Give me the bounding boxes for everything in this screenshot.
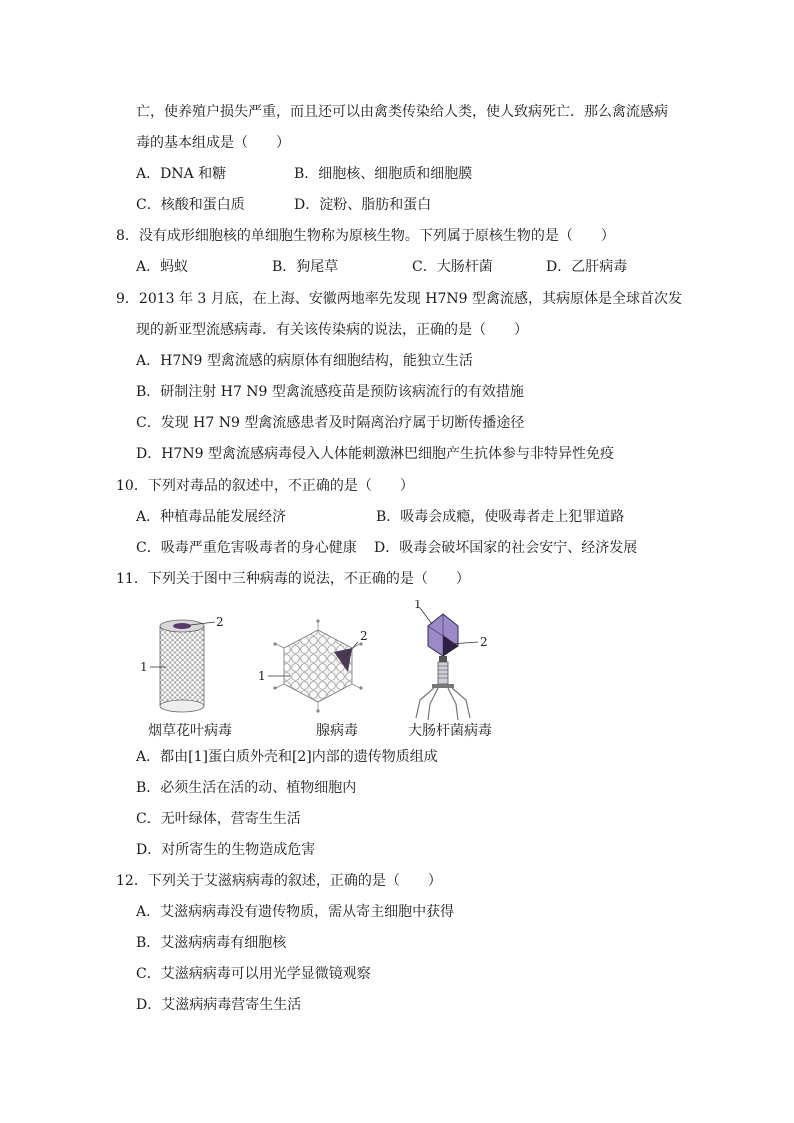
q7-stem-line1: 亡，使养殖户损失严重，而且还可以由禽类传染给人类，使人致病死亡．那么禽流感病 bbox=[136, 104, 668, 120]
q8-option-c[interactable]: C．大肠杆菌 bbox=[412, 259, 493, 275]
q11-option-b[interactable]: B．必须生活在活的动、植物细胞内 bbox=[136, 780, 357, 796]
q11-stem: 11．下列关于图中三种病毒的说法，不正确的是（ ） bbox=[116, 571, 470, 587]
q9-stem-line1: 9．2013 年 3 月底，在上海、安徽两地率先发现 H7N9 型禽流感，其病原体是全球首次发 bbox=[116, 291, 682, 307]
tmv-label-2: 2 bbox=[216, 615, 224, 629]
phage-label-2: 2 bbox=[480, 635, 488, 649]
q11-option-d[interactable]: D．对所寄生的生物造成危害 bbox=[136, 842, 316, 858]
q8-option-d[interactable]: D．乙肝病毒 bbox=[546, 259, 628, 275]
q10-stem: 10．下列对毒品的叙述中，不正确的是（ ） bbox=[116, 478, 414, 494]
tmv-label-1: 1 bbox=[140, 660, 148, 674]
virus-figure bbox=[120, 600, 540, 745]
adeno-label-1: 1 bbox=[258, 669, 266, 683]
q7-stem-line2: 毒的基本组成是（ ） bbox=[136, 135, 290, 151]
q8-option-b[interactable]: B．狗尾草 bbox=[272, 259, 339, 275]
q10-option-d[interactable]: D．吸毒会破坏国家的社会安宁、经济发展 bbox=[374, 540, 638, 556]
q11-option-a[interactable]: A．都由[1]蛋白质外壳和[2]内部的遗传物质组成 bbox=[136, 749, 438, 765]
adenovirus-drawing bbox=[258, 619, 368, 712]
q7-option-b[interactable]: B．细胞核、细胞质和细胞膜 bbox=[294, 166, 473, 182]
phage-label-1: 1 bbox=[414, 600, 422, 611]
q8-option-a[interactable]: A．蚂蚁 bbox=[136, 259, 189, 275]
tobacco-mosaic-virus-drawing bbox=[140, 615, 224, 712]
bacteriophage-drawing bbox=[414, 600, 488, 720]
adeno-label-2: 2 bbox=[360, 629, 368, 643]
caption-adenovirus: 腺病毒 bbox=[316, 723, 358, 739]
q9-stem-line2: 现的新亚型流感病毒．有关该传染病的说法，正确的是（ ） bbox=[136, 322, 528, 338]
q9-option-a[interactable]: A．H7N9 型禽流感的病原体有细胞结构，能独立生活 bbox=[136, 353, 473, 369]
q7-option-a[interactable]: A．DNA 和糖 bbox=[136, 166, 227, 182]
caption-bacteriophage: 大肠杆菌病毒 bbox=[408, 723, 492, 739]
q10-option-b[interactable]: B．吸毒会成瘾，使吸毒者走上犯罪道路 bbox=[376, 509, 625, 525]
q11-option-c[interactable]: C．无叶绿体，营寄生生活 bbox=[136, 811, 301, 827]
q10-option-a[interactable]: A．种植毒品能发展经济 bbox=[136, 509, 287, 525]
q12-option-d[interactable]: D．艾滋病病毒营寄生生活 bbox=[136, 997, 302, 1013]
q10-option-c[interactable]: C．吸毒严重危害吸毒者的身心健康 bbox=[136, 540, 357, 556]
q7-option-d[interactable]: D．淀粉、脂肪和蛋白 bbox=[294, 197, 432, 213]
q9-option-d[interactable]: D．H7N9 型禽流感病毒侵入人体能刺激淋巴细胞产生抗体参与非特异性免疫 bbox=[136, 446, 614, 462]
q8-stem: 8．没有成形细胞核的单细胞生物称为原核生物。下列属于原核生物的是（ ） bbox=[116, 228, 615, 244]
q12-option-b[interactable]: B．艾滋病病毒有细胞核 bbox=[136, 935, 287, 951]
q12-stem: 12．下列关于艾滋病病毒的叙述，正确的是（ ） bbox=[116, 873, 442, 889]
q12-option-c[interactable]: C．艾滋病病毒可以用光学显微镜观察 bbox=[136, 966, 371, 982]
q12-option-a[interactable]: A．艾滋病病毒没有遗传物质，需从寄主细胞中获得 bbox=[136, 904, 455, 920]
q7-option-c[interactable]: C．核酸和蛋白质 bbox=[136, 197, 245, 213]
q9-option-c[interactable]: C．发现 H7 N9 型禽流感患者及时隔离治疗属于切断传播途径 bbox=[136, 415, 525, 431]
q9-option-b[interactable]: B．研制注射 H7 N9 型禽流感疫苗是预防该病流行的有效措施 bbox=[136, 384, 524, 400]
caption-tobacco-mosaic-virus: 烟草花叶病毒 bbox=[148, 723, 232, 739]
